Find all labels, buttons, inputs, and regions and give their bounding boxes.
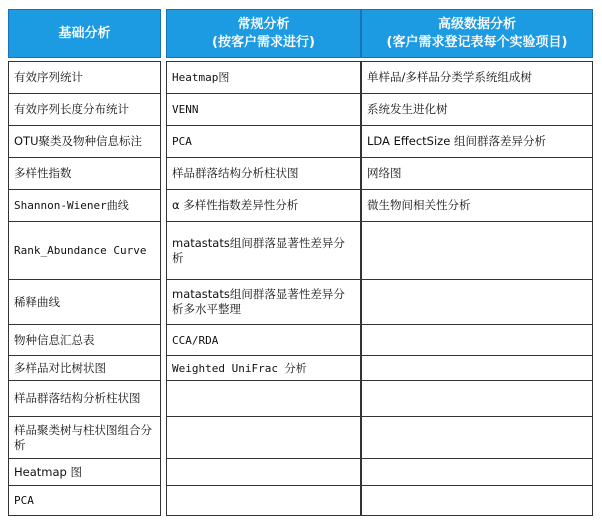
table-cell xyxy=(362,486,592,515)
header-regular-subtitle: (按客户需求进行) xyxy=(212,34,315,50)
cell-text: Heatmap 图 xyxy=(14,464,82,479)
cell-text: 有效序列统计 xyxy=(14,70,83,84)
table-cell xyxy=(167,222,360,280)
table-cell xyxy=(9,158,160,190)
cell-text: Shannon-Wiener曲线 xyxy=(14,199,129,212)
table-cell xyxy=(9,126,160,158)
table-cell xyxy=(362,158,592,190)
cell-text: 系统发生进化树 xyxy=(367,102,448,116)
table-cell xyxy=(9,417,160,459)
cell-text: OTU聚类及物种信息标注 xyxy=(14,134,142,148)
table-cell xyxy=(9,356,160,381)
table-cell xyxy=(362,417,592,459)
header-advanced xyxy=(361,9,593,58)
table-cell xyxy=(9,94,160,126)
table-cell xyxy=(362,356,592,381)
column-advanced xyxy=(361,61,593,516)
column-regular xyxy=(166,61,361,516)
table-cell xyxy=(9,190,160,222)
cell-text: matastats组间群落显著性差异分析多水平整理 xyxy=(172,287,345,316)
cell-text: matastats组间群落显著性差异分析 xyxy=(172,235,345,265)
table-cell xyxy=(362,94,592,126)
table-cell xyxy=(362,325,592,356)
table-cell xyxy=(9,62,160,94)
cell-text: Weighted UniFrac 分析 xyxy=(172,361,307,375)
cell-text: 有效序列长度分布统计 xyxy=(14,102,129,116)
table-cell xyxy=(9,459,160,486)
table-cell xyxy=(362,280,592,325)
table-cell xyxy=(9,280,160,325)
header-basic xyxy=(8,9,161,58)
cell-text: 多样性指数 xyxy=(14,166,72,180)
table-cell xyxy=(167,62,360,94)
cell-text: LDA EffectSize 组间群落差异分析 xyxy=(367,134,546,148)
table-cell xyxy=(362,222,592,280)
table-cell xyxy=(9,222,160,280)
table-cell xyxy=(167,94,360,126)
cell-text: 微生物间相关性分析 xyxy=(367,198,471,212)
header-regular xyxy=(166,9,361,58)
cell-text: 多样品对比树状图 xyxy=(14,360,106,375)
cell-text: Heatmap图 xyxy=(172,71,230,84)
table-cell xyxy=(362,62,592,94)
cell-text: PCA xyxy=(14,494,34,507)
table-cell xyxy=(362,190,592,222)
table-cell xyxy=(167,190,360,222)
table-cell xyxy=(9,381,160,417)
table-cell xyxy=(167,486,360,515)
table-cell xyxy=(9,486,160,515)
table-cell xyxy=(167,417,360,459)
cell-text: CCA/RDA xyxy=(172,333,219,347)
table-cell xyxy=(362,126,592,158)
table-cell xyxy=(167,356,360,381)
header-basic-title: 基础分析 xyxy=(58,25,111,41)
table-cell xyxy=(167,325,360,356)
cell-text: 样品聚类树与柱状图组合分析 xyxy=(14,422,152,452)
table-cell xyxy=(362,381,592,417)
header-advanced-subtitle: (客户需求登记表每个实验项目) xyxy=(386,34,568,50)
column-basic xyxy=(8,61,161,516)
table-cell xyxy=(167,459,360,486)
cell-text: 样品群落结构分析柱状图 xyxy=(172,166,299,180)
table-cell xyxy=(167,381,360,417)
cell-text: 样品群落结构分析柱状图 xyxy=(14,391,141,405)
cell-text: 网络图 xyxy=(367,166,402,180)
cell-text: 单样品/多样品分类学系统组成树 xyxy=(367,70,532,84)
header-advanced-title: 高级数据分析 xyxy=(437,16,516,32)
cell-text: 稀释曲线 xyxy=(14,294,60,309)
cell-text: 物种信息汇总表 xyxy=(14,332,95,347)
header-regular-title: 常规分析 xyxy=(237,16,290,32)
cell-text: VENN xyxy=(172,103,199,116)
cell-text: PCA xyxy=(172,135,192,148)
table-cell xyxy=(167,126,360,158)
table-cell xyxy=(167,158,360,190)
table-cell xyxy=(9,325,160,356)
table-cell xyxy=(362,459,592,486)
cell-text: α 多样性指数差异性分析 xyxy=(172,198,299,212)
table-cell xyxy=(167,280,360,325)
cell-text: Rank_Abundance Curve xyxy=(14,244,147,257)
